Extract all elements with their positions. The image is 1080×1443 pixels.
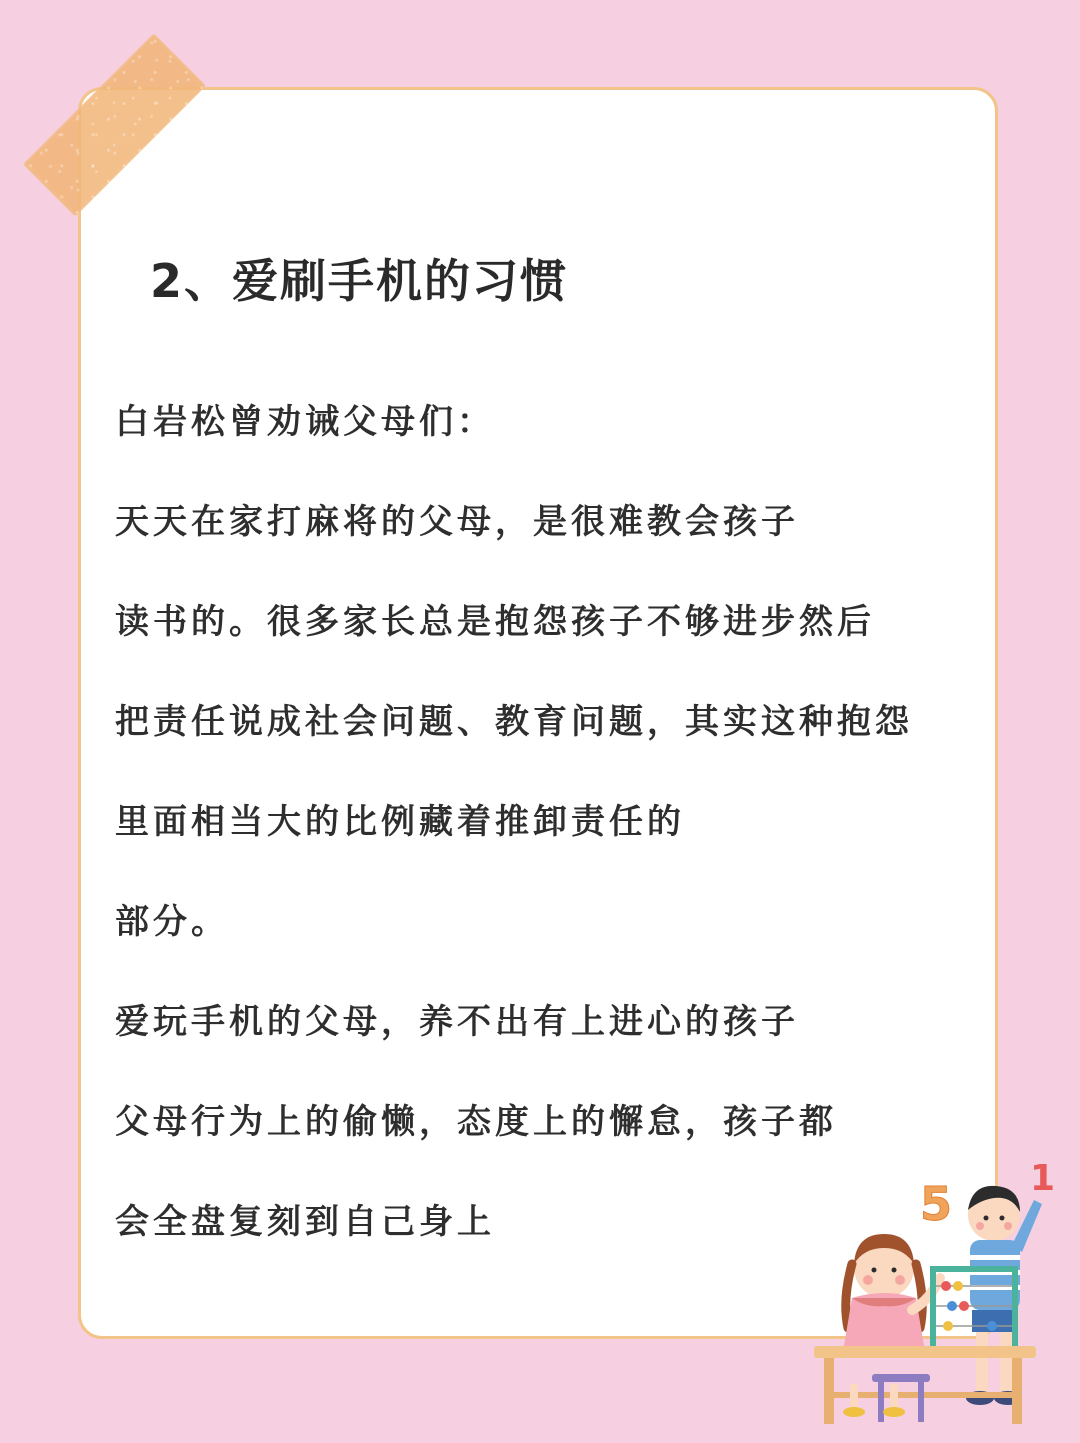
body-line-7: 爱玩手机的父母，养不出有上进心的孩子 xyxy=(115,1002,799,1042)
body-line-6: 部分。 xyxy=(115,902,229,942)
number-5-sticker: 5 xyxy=(920,1177,953,1231)
boy-figure xyxy=(966,1186,1042,1405)
body-line-8: 父母行为上的偷懒，态度上的懈怠，孩子都 xyxy=(115,1102,837,1142)
body-line-4: 把责任说成社会问题、教育问题，其实这种抱怨 xyxy=(115,702,913,742)
body-line-3: 读书的。很多家长总是抱怨孩子不够进步然后 xyxy=(115,602,875,642)
body-line-5: 里面相当大的比例藏着推卸责任的 xyxy=(115,802,685,842)
body-line-2: 天天在家打麻将的父母，是很难教会孩子 xyxy=(115,502,799,542)
girl-figure xyxy=(844,1234,940,1346)
number-1-sticker: 1 xyxy=(1030,1158,1056,1199)
section-title: 2、爱刷手机的习惯 xyxy=(150,254,569,308)
body-line-9: 会全盘复刻到自己身上 xyxy=(115,1202,495,1242)
children-abacus-illustration xyxy=(812,1158,1056,1430)
body-line-1: 白岩松曾劝诫父母们： xyxy=(115,402,495,442)
